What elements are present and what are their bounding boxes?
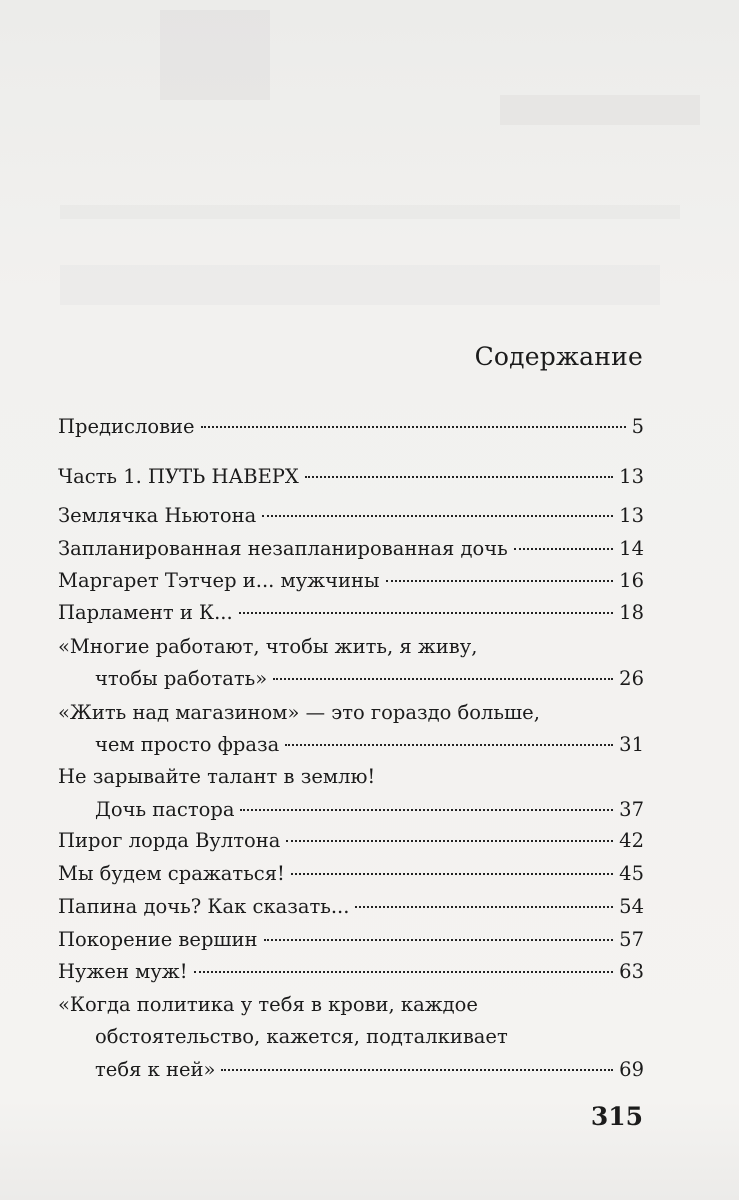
dot-leader xyxy=(262,515,613,517)
toc-entry-continuation[interactable] xyxy=(95,732,644,758)
toc-entry[interactable] xyxy=(58,927,644,953)
dot-leader xyxy=(286,840,613,842)
toc-entry-title: Пирог лорда Вултона xyxy=(58,829,281,852)
dot-leader xyxy=(386,580,614,582)
toc-page-number: 16 xyxy=(619,569,644,592)
toc-page-number: 37 xyxy=(619,798,644,821)
page-number-folio: 315 xyxy=(590,1102,643,1131)
toc-entry-title: Землячка Ньютона xyxy=(58,504,257,527)
toc-entry-continuation[interactable] xyxy=(95,1057,644,1083)
toc-entry-title: Часть 1. ПУТЬ НАВЕРХ xyxy=(58,465,299,488)
dot-leader xyxy=(264,939,614,941)
toc-entry-title: «Жить над магазином» — это гораздо больше, xyxy=(58,701,540,724)
toc-entry-title: Парламент и К... xyxy=(58,601,233,624)
toc-entry[interactable] xyxy=(58,568,644,594)
toc-entry-continuation[interactable] xyxy=(95,797,644,823)
toc-page-number: 54 xyxy=(619,895,644,918)
dot-leader xyxy=(239,612,613,614)
toc-page-number: 45 xyxy=(619,862,644,885)
dot-leader xyxy=(194,971,614,973)
toc-entry-part-1[interactable] xyxy=(58,464,644,490)
toc-entry-title: чем просто фраза xyxy=(95,733,280,756)
toc-entry-title: Папина дочь? Как сказать... xyxy=(58,895,350,918)
toc-page-number: 26 xyxy=(619,667,644,690)
toc-entry[interactable] xyxy=(58,600,644,626)
toc-entry-title: «Когда политика у тебя в крови, каждое xyxy=(58,993,478,1016)
toc-page-number: 14 xyxy=(619,537,644,560)
toc-entry-title: Покорение вершин xyxy=(58,928,258,951)
toc-entry-title: Нужен муж! xyxy=(58,960,188,983)
toc-entry-line[interactable] xyxy=(58,700,644,726)
toc-entry-line[interactable] xyxy=(58,992,644,1018)
dot-leader xyxy=(291,873,613,875)
toc-entry-title: Предисловие xyxy=(58,415,195,438)
toc-page-number: 5 xyxy=(631,415,644,438)
toc-entry-title: тебя к ней» xyxy=(95,1058,216,1081)
toc-entry-line[interactable] xyxy=(58,764,644,790)
dot-leader xyxy=(240,809,613,811)
toc-page-number: 42 xyxy=(619,829,644,852)
toc-page-number: 31 xyxy=(619,733,644,756)
toc-page-number: 63 xyxy=(619,960,644,983)
dot-leader xyxy=(355,906,613,908)
toc-entry-title: «Многие работают, чтобы жить, я живу, xyxy=(58,635,478,658)
toc-entry-continuation[interactable] xyxy=(95,1024,644,1050)
dot-leader xyxy=(273,678,613,680)
toc-entry-title: Дочь пастора xyxy=(95,798,235,821)
toc-entry-title: обстоятельство, кажется, подталкивает xyxy=(95,1025,508,1048)
toc-entry-title: чтобы работать» xyxy=(95,667,268,690)
toc-heading: Содержание xyxy=(474,342,643,371)
toc-entry-title: Маргарет Тэтчер и... мужчины xyxy=(58,569,380,592)
toc-entry[interactable] xyxy=(58,828,644,854)
toc-entry[interactable] xyxy=(58,959,644,985)
dot-leader xyxy=(221,1069,613,1071)
dot-leader xyxy=(305,476,613,478)
toc-page-number: 69 xyxy=(619,1058,644,1081)
toc-entry[interactable] xyxy=(58,861,644,887)
toc-page-number: 18 xyxy=(619,601,644,624)
toc-entry-preface[interactable] xyxy=(58,414,644,440)
dot-leader xyxy=(514,548,613,550)
toc-entry[interactable] xyxy=(58,503,644,529)
toc-entry-title: Запланированная незапланированная дочь xyxy=(58,537,508,560)
toc-entry-title: Не зарывайте талант в землю! xyxy=(58,765,376,788)
toc-entry[interactable] xyxy=(58,894,644,920)
dot-leader xyxy=(285,744,613,746)
toc-entry[interactable] xyxy=(58,536,644,562)
dot-leader xyxy=(201,426,626,428)
toc-entry-line[interactable] xyxy=(58,634,644,660)
toc-page-number: 57 xyxy=(619,928,644,951)
toc-entry-continuation[interactable] xyxy=(95,666,644,692)
toc-page-number: 13 xyxy=(619,465,644,488)
toc-entry-title: Мы будем сражаться! xyxy=(58,862,285,885)
toc-page-number: 13 xyxy=(619,504,644,527)
